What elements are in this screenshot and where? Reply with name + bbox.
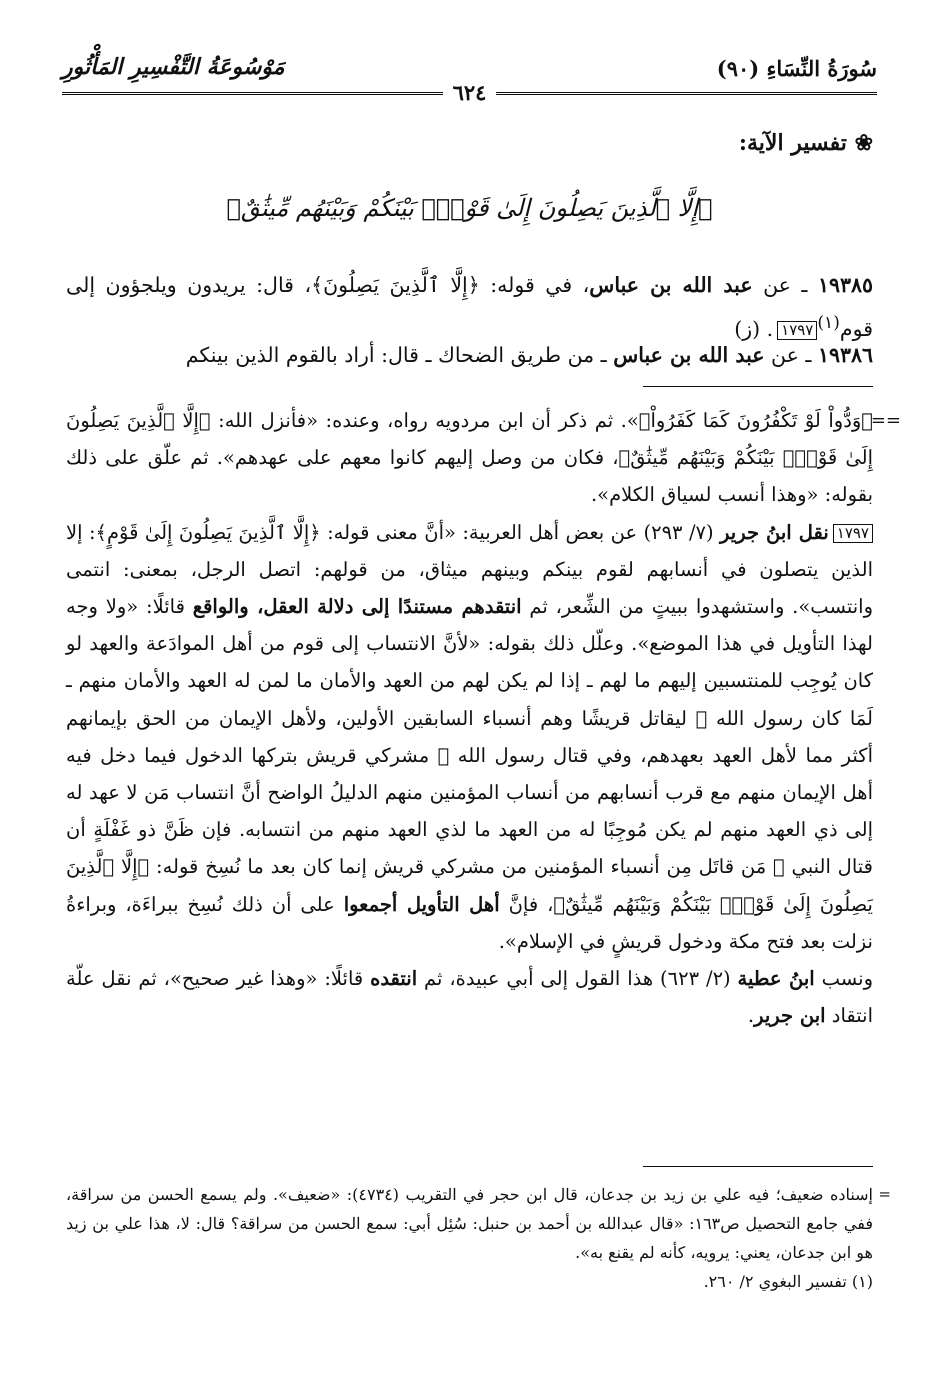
footnote-marker[interactable]: (١) bbox=[817, 313, 840, 333]
author-name: نقل ابنُ جرير bbox=[720, 520, 829, 544]
footnote-paragraph: إسناده ضعيف؛ فيه علي بن زيد بن جدعان، قال ابن حجر في التقريب (٤٧٣٤): «ضعيف». ولم يسمع الحسن من سراقة، ففي جامع التحصيل ص١٦٣: «قال عبدالله بن أحمد بن حنبل: سُئِل أبي: سمع الحسن من سراقة؟ قال: لا، هذا علي بن زيد هو ابن جدعان، يعني: يرويه، كأنه لم يقنع به». bbox=[66, 1185, 874, 1262]
hadith-number: ١٩٣٨٥ bbox=[817, 273, 873, 297]
hadith-intro: ـ عن bbox=[752, 273, 808, 297]
note-number-box: ١٧٩٧ bbox=[833, 524, 873, 543]
narrator-name: عبد الله بن عباس bbox=[613, 343, 765, 367]
continuation-mark: == bbox=[870, 410, 901, 431]
note-paragraph: ١٧٩٧نقل ابنُ جرير (٧/ ٢٩٣) عن بعض أهل العربية: «أنَّ معنى قوله: ﴿إِلَّا ٱلَّذِينَ يَصِلُونَ إِلَىٰ قَوْمٍ﴾: إلا الذين يتصلون في أنسابهم لقوم بينكم وبينهم ميثاق، من قولهم: اتصل الرجل، بمعنى: انتمى وانتسب». واستشهدوا ببيتٍ من الشِّعر، ثم انتقدهم مستندًا إلى دلالة العقل، والواقع قائلًا: «ولا وجه لهذا التأويل في هذا الموضع». وعلّل ذلك بقوله: «لأنَّ الانتساب إلى قوم من أهل الموادَعة والعهد لو كان يُوجِب للمنتسبين إليهم ما لهم ـ إذا لم يكن لهم من العهد والأمان ما لمن له العهد والأمان منهم ـ لَمَا كان رسول الله ﷺ ليقاتل قريشًا وهم أنسباء السابقين الأولين، ولأهل الإيمان من الحق بإيمانهم أكثر مما لأهل العهد بعهدهم، وفي قتال رسول الله ﷺ مشركي قريش بتركها الدخول فيما دخل فيه أهل الإيمان منهم مع قرب أنسابهم من أنساب المؤمنين منهم الدليلُ الواضح أنَّ انتساب مَن لا عهد له إلى ذي العهد منهم لم يكن مُوجِبًا له من العهد ما لذي العهد منهم من انتسابه. فإن ظَنَّ ذو غَفْلَةٍ أن قتال النبي ﷺ مَن قاتَل مِن أنسباء المؤمنين من مشركي قريش إنما كان بعد ما نُسِخ قوله: ﴿إِلَّا ٱلَّذِينَ يَصِلُونَ إِلَىٰ قَوْمِۭ بَيْنَكُمْ وَبَيْنَهُم مِّيثَٰقٌ﴾، فإنَّ أهل التأويل أجمعوا على أن ذلك نُسِخ ببراءَة، وبراءةُ نزلت بعد فتح مكة ودخول قريشٍ في الإسلام». bbox=[66, 520, 873, 953]
footnote-paragraph: (١) تفسير البغوي ٢/ ٢٦٠. bbox=[703, 1272, 873, 1291]
note-reference-box[interactable]: ١٧٩٧ bbox=[777, 321, 817, 340]
note-paragraph: ونسب ابنُ عطية (٢/ ٦٢٣) هذا القول إلى أبي عبيدة، ثم انتقده قائلًا: «وهذا غير صحيح»، ثم نقل علّة انتقاد ابن جرير. bbox=[66, 967, 873, 1028]
note-paragraph: ﴿وَدُّواْ لَوْ تَكْفُرُونَ كَمَا كَفَرُواْ﴾». ثم ذكر أن ابن مردويه رواه، وعنده: «فأنزل الله: ﴿إِلَّا ٱلَّذِينَ يَصِلُونَ إِلَىٰ قَوْمِۭ بَيْنَكُمْ وَبَيْنَهُم مِّيثَٰقٌ﴾، فكان من وصل إليهم كانوا معهم على عهدهم». ثم علّق على ذلك بقوله: «وهذا أنسب لسياق الكلام». bbox=[66, 409, 873, 507]
section-title: ❀ تفسير الآية: bbox=[738, 130, 873, 156]
page-number: ٦٢٤ bbox=[443, 80, 497, 105]
hadith-number: ١٩٣٨٦ bbox=[817, 343, 873, 367]
author-name: ابنُ عطية bbox=[737, 967, 815, 991]
hadith-source-code: . (ز) bbox=[734, 316, 774, 341]
commentary-notes bbox=[66, 402, 901, 1034]
notes-separator bbox=[643, 386, 873, 387]
footnotes-separator bbox=[643, 1166, 873, 1167]
ayah-text: ﴿إِلَّا ٱلَّذِينَ يَصِلُونَ إِلَىٰ قَوْمِۭ بَيْنَكُمْ وَبَيْنَهُم مِّيثَٰقٌ﴾ bbox=[226, 194, 713, 222]
hadith-intro: ـ عن bbox=[764, 343, 812, 367]
page-header bbox=[62, 52, 877, 105]
book-title: مَوْسُوعَةُ التَّفْسِيرِ المَأْثُورِ bbox=[62, 54, 285, 80]
hadith-text: ، في قوله: ﴿إِلَّا ٱلَّذِينَ يَصِلُونَ﴾، قال: يريدون ويلجؤون إلى قوم bbox=[66, 273, 873, 341]
surah-running-title: سُورَةُ النِّسَاءِ (٩٠) bbox=[716, 56, 877, 81]
footnotes bbox=[66, 1180, 891, 1296]
hadith-text: ـ من طريق الضحاك ـ قال: أراد بالقوم الذين بينكم bbox=[185, 343, 614, 367]
hadith-19386 bbox=[66, 336, 873, 374]
narrator-name: عبد الله بن عباس bbox=[589, 273, 753, 297]
continuation-mark: = bbox=[878, 1185, 891, 1203]
